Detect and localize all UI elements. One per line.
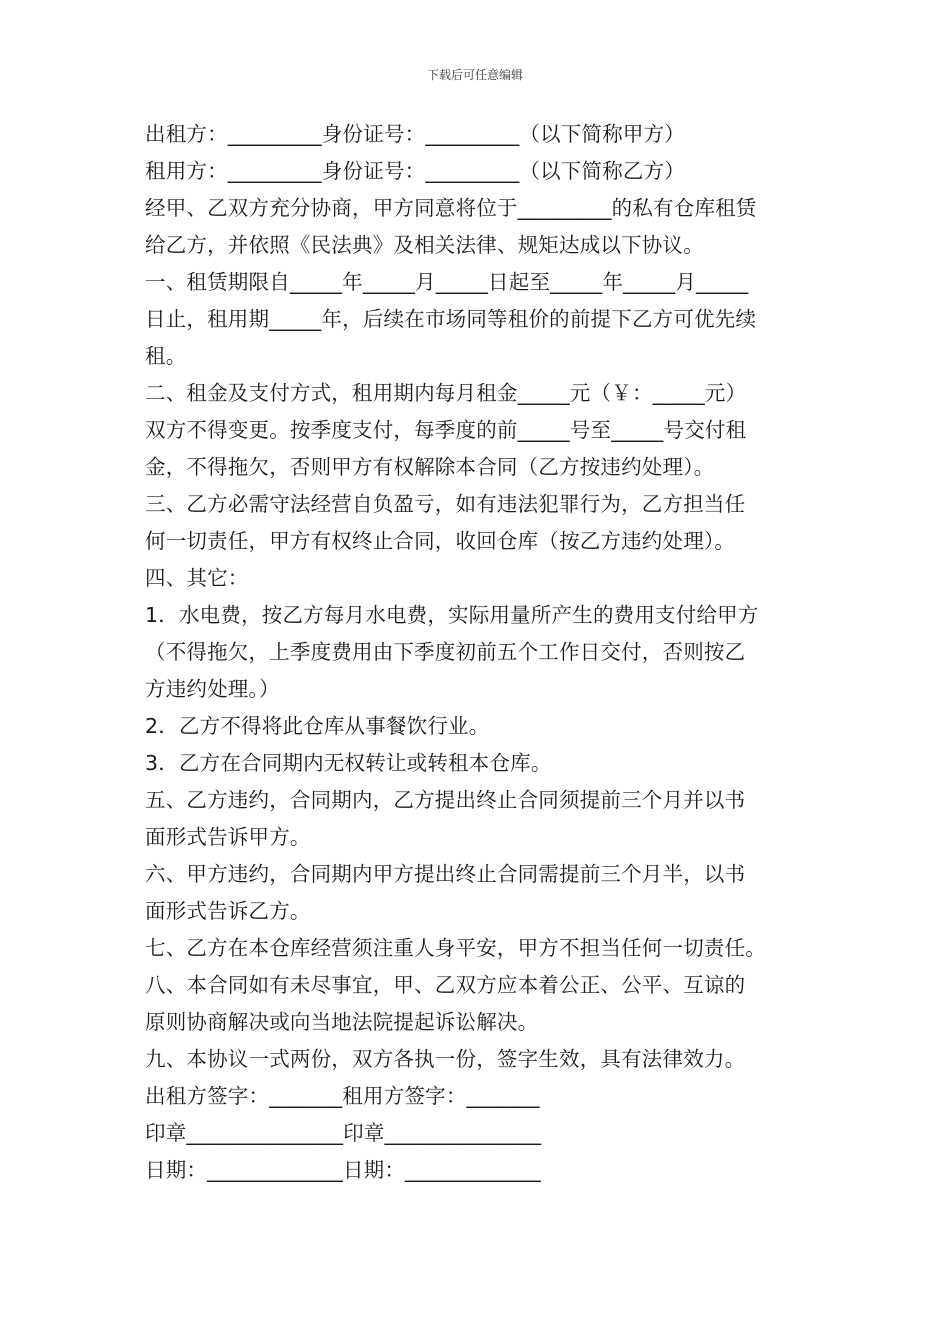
clause-5-line: 面形式告诉甲方。: [145, 825, 311, 849]
clause-8-line: 八、本合同如有未尽事宜，甲、乙双方应本着公正、公平、互谅的: [145, 973, 746, 997]
clause-2-line: 金，不得拖欠，否则甲方有权解除本合同（乙方按违约处理）。: [145, 455, 715, 479]
contract-body: [145, 116, 810, 1189]
seal-line: 印章_______________印章_______________: [145, 1121, 542, 1145]
preamble-line: 经甲、乙双方充分协商，甲方同意将位于_________的私有仓库租赁: [145, 196, 757, 220]
clause-7-line: 七、乙方在本仓库经营须注重人身平安，甲方不担当任何一切责任。: [145, 936, 766, 960]
clause-8-line: 原则协商解决或向当地法院提起诉讼解决。: [145, 1010, 539, 1034]
page-header: 下载后可任意编辑: [426, 68, 523, 82]
clause-6-line: 面形式告诉乙方。: [145, 899, 311, 923]
clause-4-item-1: 1．水电费，按乙方每月水电费，实际用量所产生的费用支付给甲方: [145, 603, 759, 627]
clause-4-heading: 四、其它：: [145, 566, 249, 590]
clause-1-line: 一、租赁期限自_____年_____月_____日起至_____年_____月_____: [145, 270, 749, 294]
clause-9-line: 九、本协议一式两份，双方各执一份，签字生效，具有法律效力。: [145, 1047, 746, 1071]
clause-3-line: 何一切责任，甲方有权终止合同，收回仓库（按乙方违约处理）。: [145, 529, 736, 553]
clause-4-item-1: （不得拖欠，上季度费用由下季度初前五个工作日交付，否则按乙: [145, 640, 746, 664]
clause-5-line: 五、乙方违约，合同期内，乙方提出终止合同须提前三个月并以书: [145, 788, 746, 812]
preamble-line: 给乙方，并依照《民法典》及相关法律、规矩达成以下协议。: [145, 233, 704, 257]
date-line: 日期：_____________日期：_____________: [145, 1158, 541, 1182]
clause-2-line: 双方不得变更。按季度支付，每季度的前_____号至_____号交付租: [145, 418, 747, 442]
clause-6-line: 六、甲方违约，合同期内甲方提出终止合同需提前三个月半，以书: [145, 862, 746, 886]
clause-1-line: 租。: [145, 344, 187, 368]
clause-1-line: 日止，租用期_____年，后续在市场同等租价的前提下乙方可优先续: [145, 307, 757, 331]
clause-2-line: 二、租金及支付方式，租用期内每月租金_____元（￥：_____元）: [145, 381, 747, 405]
clause-4-item-2: 2．乙方不得将此仓库从事餐饮行业。: [145, 714, 490, 738]
clause-4-item-3: 3．乙方在合同期内无权转让或转租本仓库。: [145, 751, 552, 775]
lessor-line: 出租方：_________身份证号：_________（以下简称甲方）: [145, 122, 685, 146]
signature-line: 出租方签字：_______租用方签字：_______: [145, 1084, 540, 1108]
clause-3-line: 三、乙方必需守法经营自负盈亏，如有违法犯罪行为，乙方担当任: [145, 492, 746, 516]
lessee-line: 租用方：_________身份证号：_________（以下简称乙方）: [145, 159, 685, 183]
clause-4-item-1: 方违约处理。）: [145, 677, 280, 701]
